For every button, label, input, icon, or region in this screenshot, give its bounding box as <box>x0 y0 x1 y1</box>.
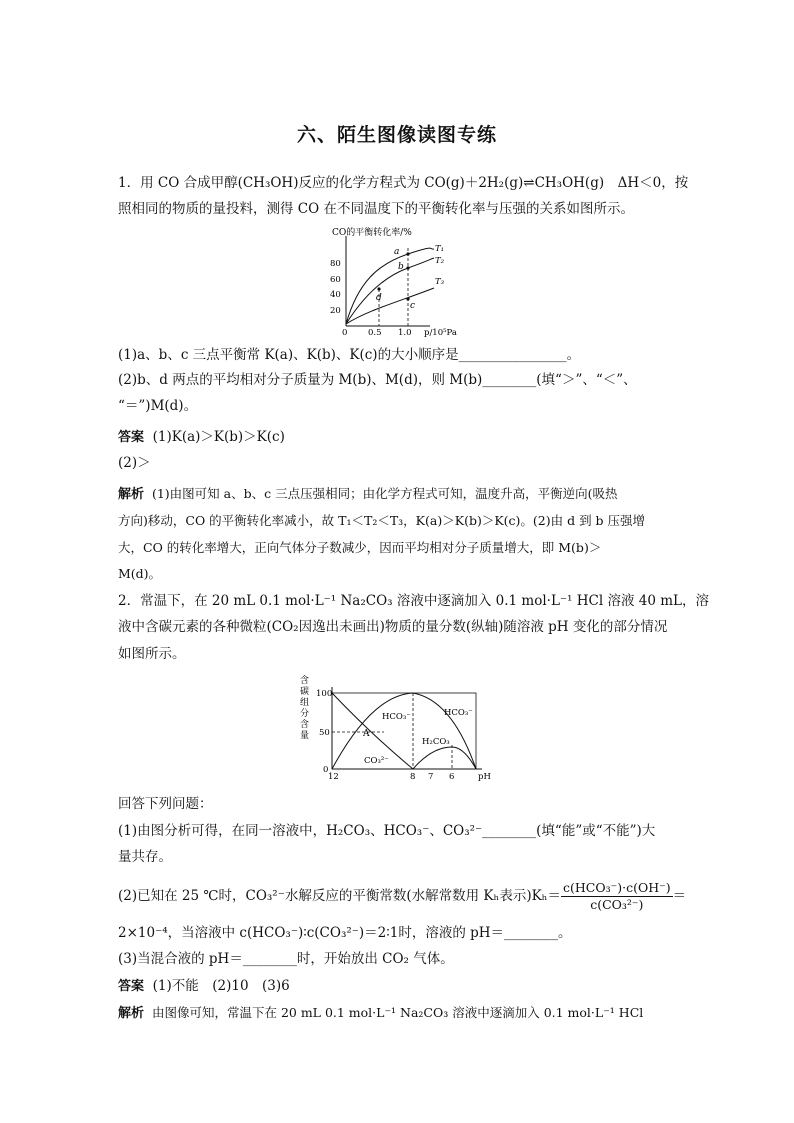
q2-line1: 2．常温下，在 20 mL 0.1 mol·L⁻¹ Na₂CO₃ 溶液中逐滴加入 0.1 mol·L⁻¹ HCl 溶液 40 mL，溶 <box>118 593 709 609</box>
fig2-xtick-7: 7 <box>428 772 434 782</box>
fig2-ylabel-1: 含 <box>300 676 310 686</box>
label-co3: CO₃²⁻ <box>364 756 389 766</box>
fig2-xtick-12: 12 <box>328 772 339 782</box>
figure-co-conversion <box>318 222 488 346</box>
fig1-ylabel: CO的平衡转化率/% <box>332 228 412 238</box>
label-hco3-right: HCO₃⁻ <box>444 708 473 718</box>
label-hco3-left: HCO₃⁻ <box>382 712 411 722</box>
curve-hco3 <box>332 693 476 769</box>
q1-sub1: (1)a、b、c 三点平衡常 K(a)、K(b)、K(c)的大小顺序是________________。 <box>118 347 581 363</box>
q1-line2: 照相同的物质的量投料，测得 CO 在不同温度下的平衡转化率与压强的关系如图所示。 <box>118 201 634 217</box>
point-a: a <box>394 247 400 257</box>
q2-answer-text: (1)不能 (2)10 (3)6 <box>152 978 290 994</box>
q2-sub2-line2: 2×10⁻⁴，当溶液中 c(HCO₃⁻)∶c(CO₃²⁻)＝2∶1时，溶液的 pH＝________。 <box>118 925 572 941</box>
fig1-xtick-05: 0.5 <box>368 328 382 338</box>
fig1-xtick-10: 1.0 <box>398 328 412 338</box>
q1-answer-1: (1)K(a)＞K(b)＞K(c) <box>152 429 285 445</box>
q1-line1: 1．用 CO 合成甲醇(CH₃OH)反应的化学方程式为 CO(g)＋2H₂(g)⇌CH₃OH(g) ΔH＜0，按 <box>118 175 689 191</box>
q2-sub2-fraction <box>561 880 673 913</box>
fig1-ytick-60: 60 <box>330 275 341 285</box>
q1-answer <box>118 426 678 449</box>
point-b: b <box>398 262 404 272</box>
q1-answer-2: (2)＞ <box>118 455 151 471</box>
q2-sub2-text: (2)已知在 25 ℃时，CO₃²⁻水解反应的平衡常数(水解常数用 Kₕ表示)Kₕ＝ <box>118 888 562 904</box>
fig1-ytick-40: 40 <box>330 290 341 300</box>
curve-label-t3: T₃ <box>435 277 445 287</box>
fig2-ylabel-2: 碳 <box>300 687 310 697</box>
q1-explain <box>118 483 678 506</box>
q1-explain-line2: 方向)移动，CO 的平衡转化率减小，故 T₁＜T₂＜T₃，K(a)＞K(b)＞K(c)。(2)由 d 到 b 压强增 <box>118 513 646 528</box>
fig2-ylabel-5: 含 <box>300 720 310 730</box>
fig2-ylabel-4: 分 <box>300 709 310 719</box>
q1-explain-label: 解析 <box>118 487 145 502</box>
q2-answer-label: 答案 <box>118 979 145 994</box>
fig2-ylabel-3: 组 <box>300 698 310 708</box>
fig2-xtick-6: 6 <box>449 772 455 782</box>
q2-sub1-line2: 量共存。 <box>118 849 172 865</box>
fig1-ytick-20: 20 <box>330 306 341 316</box>
q2-explain-text: 由图像可知，常温下在 20 mL 0.1 mol·L⁻¹ Na₂CO₃ 溶液中逐滴加入 0.1 mol·L⁻¹ HCl <box>151 1005 644 1020</box>
q2-answer <box>118 975 678 998</box>
point-c: c <box>410 301 416 311</box>
q2-frac-den: c(CO₃²⁻) <box>590 897 644 912</box>
q1-sub2-line2: “＝”)M(d)。 <box>118 398 198 414</box>
curve-t1 <box>346 248 434 324</box>
point-d: d <box>376 293 382 303</box>
q1-explain-line1: (1)由图可知 a、b、c 三点压强相同；由化学方程式可知，温度升高，平衡逆向(吸热 <box>151 486 618 501</box>
q1-explain-line4: M(d)。 <box>118 566 162 581</box>
q2-sub1-line1: (1)由图分析可得，在同一溶液中，H₂CO₃、HCO₃⁻、CO₃²⁻________(填“能”或“不能”)大 <box>118 823 656 839</box>
curve-h2co3 <box>413 747 476 769</box>
fig2-ytick-100: 100 <box>316 689 333 699</box>
fig2-xtick-8: 8 <box>410 772 416 782</box>
fig2-xlabel: pH <box>478 772 491 782</box>
fig1-ytick-80: 80 <box>330 259 341 269</box>
q2-sub2-eq: ＝ <box>672 888 687 904</box>
figure-co-conversion-svg <box>318 222 488 342</box>
figure-carbon-species-svg <box>292 675 502 785</box>
fig2-ytick-0: 0 <box>323 765 329 775</box>
q2-sub3: (3)当混合液的 pH＝________时，开始放出 CO₂ 气体。 <box>118 951 454 967</box>
fig1-xtick-0: 0 <box>342 328 348 338</box>
q1-answer-label: 答案 <box>118 430 145 445</box>
q2-frac-num: c(HCO₃⁻)·c(OH⁻) <box>563 880 671 895</box>
q2-line3: 如图所示。 <box>118 646 186 662</box>
label-point-a: A <box>363 729 370 739</box>
q2-line2: 液中含碳元素的各种微粒(CO₂因逸出未画出)物质的量分数(纵轴)随溶液 pH 变化的部分情况 <box>118 619 668 635</box>
fig2-ylabel-6: 量 <box>300 731 310 741</box>
q2-explain <box>118 1002 678 1025</box>
fig2-ytick-50: 50 <box>319 728 330 738</box>
q2-sub2-line1 <box>118 878 687 914</box>
q2-prompt: 回答下列问题： <box>118 796 213 812</box>
q1-explain-line3: 大，CO 的转化率增大，正向气体分子数减少，因而平均相对分子质量增大，即 M(b)＞ <box>118 540 602 555</box>
label-h2co3: H₂CO₃ <box>422 737 450 747</box>
q2-explain-label: 解析 <box>118 1006 145 1021</box>
curve-t2 <box>346 258 434 324</box>
q1-sub2-line1: (2)b、d 两点的平均相对分子质量为 M(b)、M(d)，则 M(b)________(填“＞”、“＜”、 <box>118 372 637 388</box>
fig1-xlabel: p/10⁵Pa <box>424 328 457 338</box>
figure-carbon-species <box>292 675 502 789</box>
page-title: 六、陌生图像读图专练 <box>296 124 497 146</box>
curve-label-t1: T₁ <box>435 244 445 254</box>
curve-label-t2: T₂ <box>435 256 445 266</box>
